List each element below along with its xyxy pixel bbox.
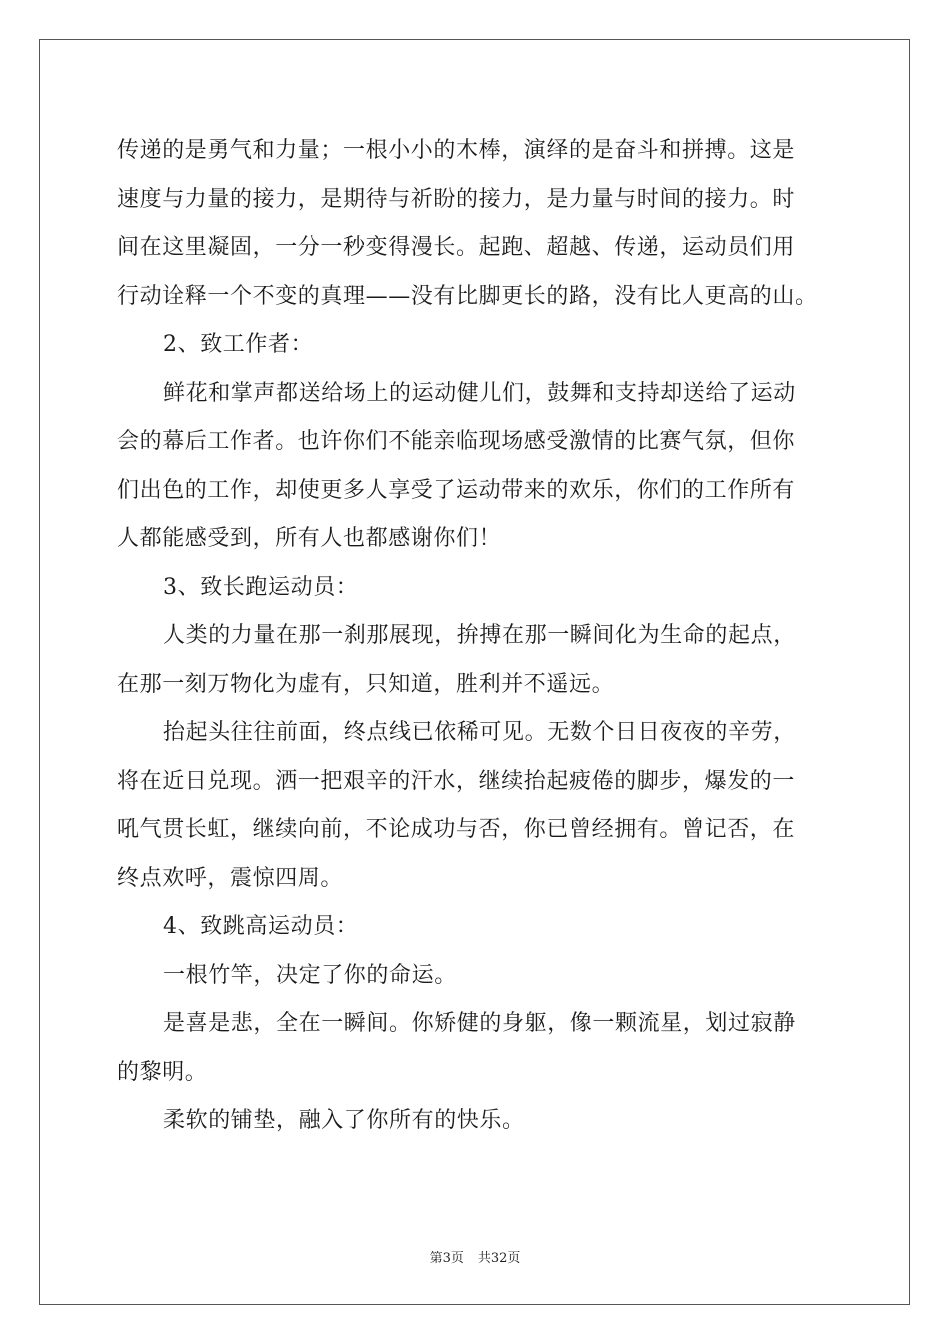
text-line: 柔软的铺垫，融入了你所有的快乐。 <box>163 1108 525 1133</box>
section-heading: 3、致长跑运动员： <box>163 574 359 600</box>
section-heading: 4、致跳高运动员： <box>163 914 359 939</box>
text-line: 将在近日兑现。洒一把艰辛的汗水，继续抬起疲倦的脚步，爆发的一 <box>117 768 796 794</box>
section-heading: 2、致工作者： <box>163 332 314 357</box>
page-number: 第3页 <box>429 1251 464 1266</box>
document-body <box>117 127 837 1146</box>
text-line: 行动诠释一个不变的真理——没有比脚更长的路，没有比人更高的山。 <box>117 283 818 309</box>
text-line: 在那一刻万物化为虚有，只知道，胜利并不遥远。 <box>117 671 615 697</box>
text-line: 间在这里凝固，一分一秒变得漫长。起跑、超越、传递，运动员们用 <box>117 235 796 260</box>
text-line: 一根竹竿，决定了你的命运。 <box>163 962 457 988</box>
text-line: 人都能感受到，所有人也都感谢你们！ <box>117 526 502 551</box>
text-line: 们出色的工作，却使更多人享受了运动带来的欢乐，你们的工作所有 <box>117 477 796 503</box>
text-line: 吼气贯长虹，继续向前，不论成功与否，你已曾经拥有。曾记否，在 <box>117 817 796 842</box>
text-line: 终点欢呼，震惊四周。 <box>117 865 344 891</box>
text-line: 的黎明。 <box>117 1059 208 1085</box>
text-line: 抬起头往往前面，终点线已依稀可见。无数个日日夜夜的辛劳， <box>163 720 796 745</box>
text-line: 是喜是悲，全在一瞬间。你矫健的身躯，像一颗流星，划过寂静 <box>163 1011 796 1036</box>
text-line: 会的幕后工作者。也许你们不能亲临现场感受激情的比赛气氛，但你 <box>117 429 796 454</box>
text-line: 鲜花和掌声都送给场上的运动健儿们，鼓舞和支持却送给了运动 <box>163 380 796 406</box>
text-line: 速度与力量的接力，是期待与祈盼的接力，是力量与时间的接力。时 <box>117 186 796 212</box>
text-line: 传递的是勇气和力量；一根小小的木棒，演绎的是奋斗和拼搏。这是 <box>117 138 796 163</box>
page-footer <box>0 1247 950 1266</box>
text-line: 人类的力量在那一刹那展现，拚搏在那一瞬间化为生命的起点， <box>163 623 796 648</box>
page-total: 共32页 <box>477 1251 521 1266</box>
